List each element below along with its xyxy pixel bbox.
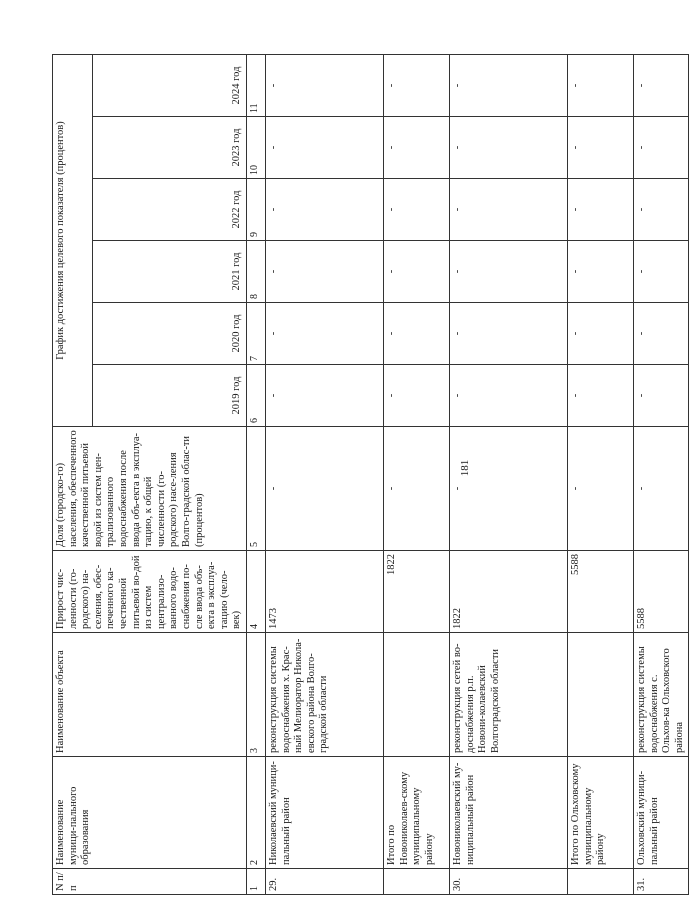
row-object: реконструкция сетей во-доснабжения р.п. Новони-колаевский Волгоградской области (449, 633, 567, 757)
row-number: 29. (265, 869, 383, 895)
table-row-total (567, 55, 633, 895)
row-object (567, 633, 633, 757)
header-year-2019: 2019 год (93, 365, 247, 427)
row-object: реконструкция системы водоснабжения х. Крас-ный Мелиоратор Николa-евского района Волго-градской области (265, 633, 383, 757)
header-year-2023: 2023 год (93, 117, 247, 179)
row-value: - (567, 241, 633, 303)
page-number: 181 (459, 459, 471, 477)
target-indicator-table (52, 54, 689, 895)
row-value: - (265, 365, 383, 427)
column-number: 7 (246, 303, 265, 365)
row-value: - (633, 365, 688, 427)
row-value: - (633, 179, 688, 241)
column-number: 9 (246, 179, 265, 241)
column-number: 2 (246, 757, 265, 869)
column-number: 4 (246, 551, 265, 633)
row-number: 30. (449, 869, 567, 895)
column-number: 5 (246, 427, 265, 551)
row-value: - (265, 55, 383, 117)
table-body (265, 55, 688, 895)
header-municipality: Наименование муници-пального образования (53, 757, 247, 869)
row-value: - (383, 303, 449, 365)
row-value: - (265, 427, 383, 551)
row-value: - (567, 427, 633, 551)
table-row (633, 55, 688, 895)
row-growth: 1822 (449, 551, 567, 633)
row-value: - (265, 303, 383, 365)
column-number: 10 (246, 117, 265, 179)
rotated-table-wrapper (52, 55, 685, 895)
column-number: 11 (246, 55, 265, 117)
row-value: - (449, 365, 567, 427)
column-number-row (246, 55, 265, 895)
row-value: - (383, 427, 449, 551)
row-municipality: Ольховский муници-пальный район (633, 757, 688, 869)
row-value: - (383, 241, 449, 303)
column-number: 6 (246, 365, 265, 427)
row-value: - (265, 179, 383, 241)
row-value: - (265, 241, 383, 303)
row-value: - (449, 427, 567, 551)
row-number (567, 869, 633, 895)
header-year-2024: 2024 год (93, 55, 247, 117)
row-growth: 5588 (633, 551, 688, 633)
row-growth: 1822 (383, 551, 449, 633)
row-growth: 5588 (567, 551, 633, 633)
table-row (449, 55, 567, 895)
row-value: - (449, 55, 567, 117)
table-header (53, 55, 266, 895)
row-value: - (449, 303, 567, 365)
header-number: N п/п (53, 869, 247, 895)
row-municipality: Николаевский муници-пальный район (265, 757, 383, 869)
row-value: - (449, 179, 567, 241)
row-municipality: Итого по Ольховскому муниципальному району (567, 757, 633, 869)
row-value: - (383, 55, 449, 117)
row-value: - (567, 117, 633, 179)
row-value: - (567, 55, 633, 117)
row-value: - (449, 117, 567, 179)
header-population-growth: Прирост чис-ленности (го-родского) на-селения, обес-печенного ка-чественной питьевой во-дой из систем централизо-ванного водо-снабжения по-сле ввода объ-екта в эксплуа-тацию (чело-век) (53, 551, 247, 633)
header-population-share: Доля (городско-го) населения, обеспеченного качественной питьевой водой из систем цен-трализованного водоснабжения после ввода объ-екта в эксплуа-тацию, к общей численности (го-родского) насе-ления Волго-градской облас-ти (процентов) (53, 427, 247, 551)
row-object: реконструкция системы водоснабжения с. Ольхов-ка Ольховского района (633, 633, 688, 757)
row-number: 31. (633, 869, 688, 895)
row-value: - (633, 117, 688, 179)
row-value: - (383, 117, 449, 179)
row-value: - (383, 179, 449, 241)
row-municipality: Новониколаевский му-ниципальный район (449, 757, 567, 869)
row-value: - (567, 365, 633, 427)
row-value: - (633, 303, 688, 365)
table-row (265, 55, 383, 895)
row-value: - (633, 55, 688, 117)
row-municipality: Итого по Новониколаев-скому муниципальному району (383, 757, 449, 869)
header-year-2022: 2022 год (93, 179, 247, 241)
column-number: 8 (246, 241, 265, 303)
row-value: - (383, 365, 449, 427)
row-growth: 1473 (265, 551, 383, 633)
column-number: 1 (246, 869, 265, 895)
row-value: - (567, 179, 633, 241)
header-year-2020: 2020 год (93, 303, 247, 365)
row-value: - (449, 241, 567, 303)
header-year-2021: 2021 год (93, 241, 247, 303)
row-value: - (633, 427, 688, 551)
header-schedule-group: График достижения целевого показателя (процентов) (53, 55, 93, 427)
row-value: - (633, 241, 688, 303)
column-number: 3 (246, 633, 265, 757)
row-value: - (265, 117, 383, 179)
row-object (383, 633, 449, 757)
table-row-total (383, 55, 449, 895)
header-object: Наименование объекта (53, 633, 247, 757)
row-value: - (567, 303, 633, 365)
row-number (383, 869, 449, 895)
